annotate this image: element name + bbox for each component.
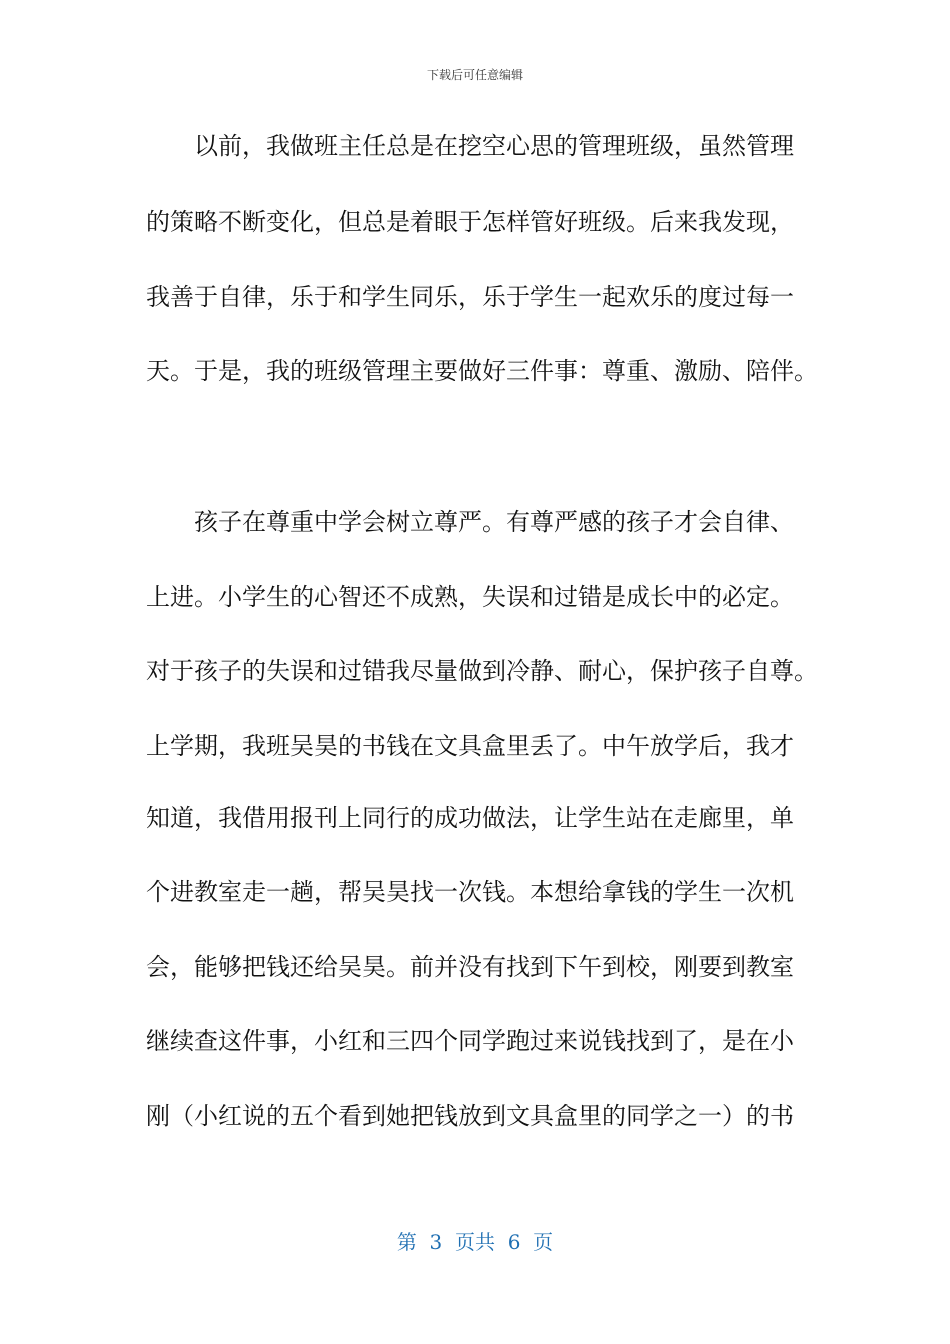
text-line: 刚（小红说的五个看到她把钱放到文具盒里的同学之一）的书 [146, 1102, 794, 1130]
text-line: 孩子在尊重中学会树立尊严。有尊严感的孩子才会自律、 [194, 508, 794, 536]
text-line: 知道，我借用报刊上同行的成功做法，让学生站在走廊里，单 [146, 804, 794, 832]
text-line: 的策略不断变化，但总是着眼于怎样管好班级。后来我发现， [146, 208, 794, 236]
text-line: 以前，我做班主任总是在挖空心思的管理班级，虽然管理 [194, 132, 794, 160]
text-line: 上进。小学生的心智还不成熟，失误和过错是成长中的必定。 [146, 583, 794, 611]
text-line: 对于孩子的失误和过错我尽量做到冷静、耐心，保护孩子自尊。 [146, 657, 818, 685]
page-header: 下载后可任意编辑 [426, 68, 523, 82]
text-line: 会，能够把钱还给吴昊。前并没有找到下午到校，刚要到教室 [146, 953, 794, 981]
text-line: 继续查这件事，小红和三四个同学跑过来说钱找到了，是在小 [146, 1027, 794, 1055]
page-number: 第 3 页共 6 页 [396, 1230, 554, 1254]
text-line: 我善于自律，乐于和学生同乐，乐于学生一起欢乐的度过每一 [146, 283, 794, 311]
text-line: 上学期，我班吴昊的书钱在文具盒里丢了。中午放学后，我才 [146, 732, 794, 760]
text-line: 天。于是，我的班级管理主要做好三件事：尊重、激励、陪伴。 [146, 357, 818, 385]
text-line: 个进教室走一趟，帮吴昊找一次钱。本想给拿钱的学生一次机 [146, 878, 794, 906]
